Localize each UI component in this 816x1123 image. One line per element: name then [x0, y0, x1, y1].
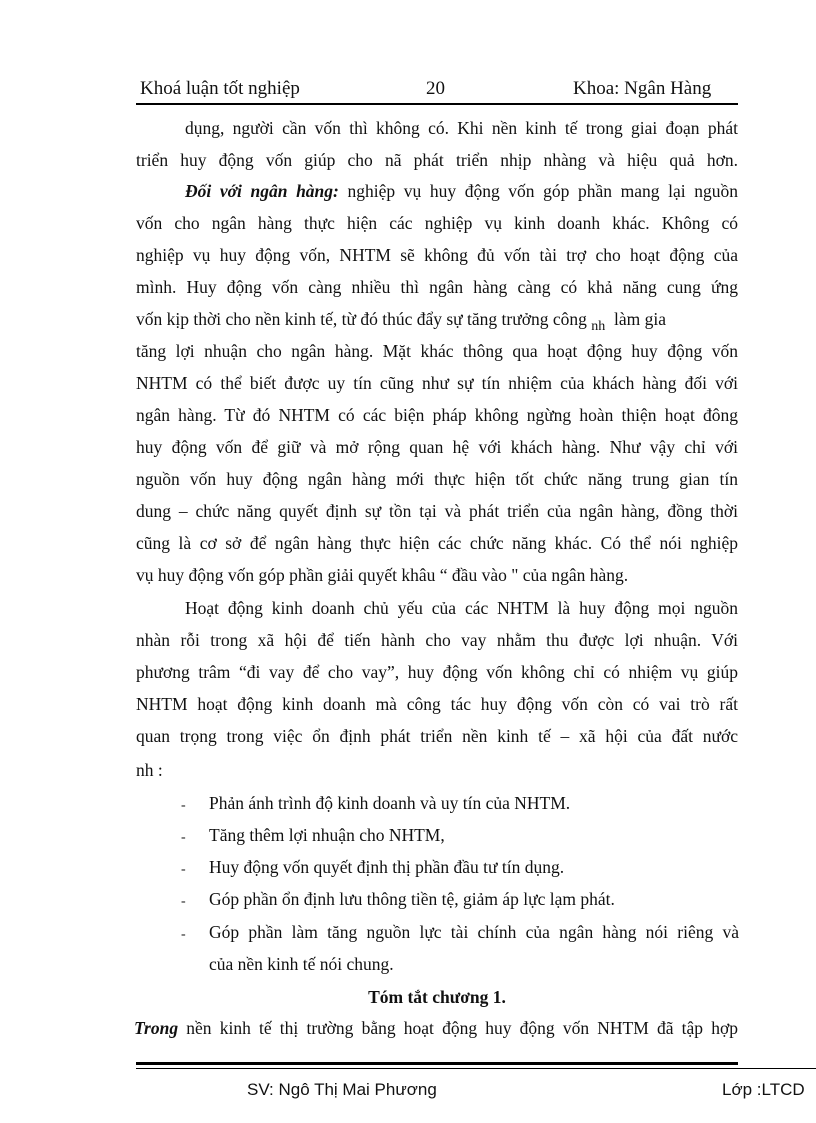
header-faculty: Khoa: Ngân Hàng	[573, 78, 712, 99]
list-item: Góp phần làm tăng nguồn lực tài chính của ngân hàng nói riêng và	[209, 922, 739, 942]
list-item: Phản ánh trình độ kinh doanh và uy tín của NHTM.	[209, 793, 571, 813]
section-heading: Tóm tắt chương 1.	[368, 987, 506, 1007]
header-rule	[136, 103, 738, 105]
body-line: phương trâm “đi vay để cho vay”, huy động vốn không chỉ có nhiệm vụ giúp	[136, 662, 738, 682]
list-item: Tăng thêm lợi nhuận cho NHTM,	[209, 825, 445, 845]
body-line: vụ huy động vốn góp phần giải quyết khâu “ đầu vào " của ngân hàng.	[136, 565, 629, 585]
bullet-marker: -	[181, 862, 186, 877]
footer-rule-thin	[136, 1068, 816, 1069]
body-line: triển huy động vốn giúp cho nã phát triển nhịp nhàng và hiệu quả hơn.	[136, 150, 738, 170]
body-line: nhàn rỗi trong xã hội để tiến hành cho vay nhằm thu được lợi nhuận. Với	[136, 630, 738, 650]
body-line: ngân hàng. Từ đó NHTM có các biện pháp không ngừng hoàn thiện hoạt đông	[136, 405, 738, 425]
bullet-marker: -	[181, 798, 186, 813]
header-document-title: Khoá luận tốt nghiệp	[140, 78, 300, 99]
bullet-marker: -	[181, 927, 186, 942]
body-line: cũng là cơ sở để ngân hàng thực hiện các chức năng khác. Có thể nói nghiệp	[136, 533, 738, 553]
list-item: Huy động vốn quyết định thị phần đầu tư tín dụng.	[209, 857, 565, 877]
body-line: NHTM hoạt động kinh doanh mà công tác huy động vốn còn có vai trò rất	[136, 694, 738, 714]
list-item: Góp phần ổn định lưu thông tiền tệ, giảm áp lực lạm phát.	[209, 889, 615, 909]
body-line: vốn cho ngân hàng thực hiện các nghiệp vụ kinh doanh khác. Không có	[136, 213, 738, 233]
body-line: vốn kịp thời cho nền kinh tế, từ đó thúc đẩy sự tăng trưởng công $_{nh}$ làm gia	[136, 309, 666, 334]
body-line: nh :	[136, 760, 163, 780]
bullet-marker: -	[181, 894, 186, 909]
body-line: nguồn vốn huy động ngân hàng mới thực hiện tốt chức năng trung gian tín	[136, 469, 738, 489]
body-line: dụng, người cần vốn thì không có. Khi nền kinh tế trong giai đoạn phát	[185, 118, 738, 138]
footer-student-name: SV: Ngô Thị Mai Phương	[247, 1080, 437, 1099]
emphasis-word: Trong	[134, 1018, 179, 1038]
body-line: quan trọng trong việc ổn định phát triển nền kinh tế – xã hội của đất nước	[136, 726, 738, 746]
footer-rule	[136, 1062, 738, 1065]
body-line: dung – chức năng quyết định sự tồn tại và phát triển của ngân hàng, đồng thời	[136, 501, 738, 521]
body-line: tăng lợi nhuận cho ngân hàng. Mặt khác thông qua hoạt động huy động vốn	[136, 341, 738, 361]
bullet-marker: -	[181, 830, 186, 845]
footer-class: Lớp :LTCD	[722, 1080, 805, 1099]
header-page-number: 20	[426, 78, 445, 99]
body-line: Trong nền kinh tế thị trường bằng hoạt động huy động vốn NHTM đã tập hợp	[134, 1018, 738, 1038]
subscript-fragment: nh	[591, 319, 606, 334]
body-line: huy động vốn để giữ và mở rộng quan hệ với khách hàng. Như vậy chỉ với	[136, 437, 738, 457]
list-item-continuation: của nền kinh tế nói chung.	[209, 954, 394, 974]
emphasis-heading: Đối với ngân hàng:	[185, 181, 339, 201]
body-line: nghiệp vụ huy động vốn, NHTM sẽ không đủ vốn tài trợ cho hoạt động của	[136, 245, 738, 265]
body-line: NHTM có thể biết được uy tín cũng như sự tín nhiệm của khách hàng đối với	[136, 373, 738, 393]
body-line: mình. Huy động vốn càng nhiều thì ngân hàng càng có khả năng cung ứng	[136, 277, 738, 297]
body-line: Đối với ngân hàng: nghiệp vụ huy động vốn góp phần mang lại nguồn	[185, 181, 738, 201]
body-line: Hoạt động kinh doanh chủ yếu của các NHTM là huy động mọi nguồn	[185, 598, 738, 618]
